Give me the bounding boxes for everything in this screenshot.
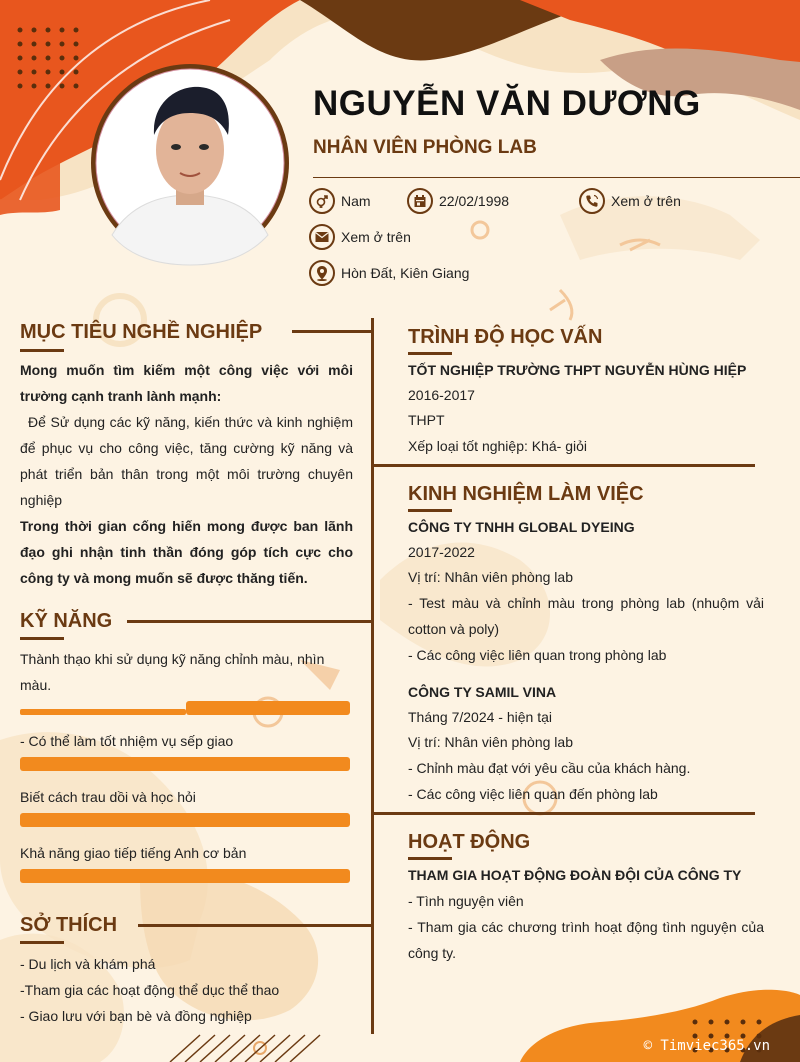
skill-item-1: Thành thạo khi sử dụng kỹ năng chỉnh màu, nhìn màu. bbox=[20, 651, 325, 693]
hobbies-heading: SỞ THÍCH bbox=[20, 914, 118, 936]
location-icon bbox=[309, 260, 335, 286]
job-1-duty-2: - Các công việc liên quan trong phòng lab bbox=[408, 647, 667, 663]
job-1-position: Vị trí: Nhân viên phòng lab bbox=[408, 569, 573, 585]
activity-item-1: - Tình nguyện viên bbox=[408, 893, 524, 909]
objective-paragraph-2: Để Sử dụng các kỹ năng, kiến thức và kinh nghiệm để phục vụ cho công việc, tăng cường kỹ năng và phát triển bản thân trong một môi trường chuyên nghiệp bbox=[20, 414, 353, 508]
calendar-icon bbox=[407, 188, 433, 214]
skill-bar-3 bbox=[20, 813, 350, 827]
education-heading-underline bbox=[408, 352, 452, 355]
gender-icon bbox=[309, 188, 335, 214]
skill-bar-2 bbox=[20, 757, 350, 771]
job-title: NHÂN VIÊN PHÒNG LAB bbox=[313, 137, 537, 158]
candidate-name: NGUYỄN VĂN DƯƠNG bbox=[313, 84, 701, 123]
contact-address bbox=[309, 260, 469, 286]
objective-body bbox=[20, 357, 353, 591]
education-grade: Xếp loại tốt nghiệp: Khá- giỏi bbox=[408, 438, 588, 454]
objective-heading-underline bbox=[20, 349, 64, 352]
skill-bar-1-track bbox=[20, 709, 186, 715]
job-2-period: Tháng 7/2024 - hiện tại bbox=[408, 709, 552, 725]
skill-item-2: - Có thể làm tốt nhiệm vụ sếp giao bbox=[20, 733, 234, 749]
skill-item-4: Khả năng giao tiếp tiếng Anh cơ bản bbox=[20, 845, 247, 861]
phone-value: Xem ở trên bbox=[611, 193, 681, 209]
hobbies-heading-underline bbox=[20, 941, 64, 944]
skills-heading-rule bbox=[127, 620, 372, 623]
activity-item-2: - Tham gia các chương trình hoạt động tình nguyện của công ty. bbox=[408, 919, 764, 961]
skill-bar-1 bbox=[186, 701, 350, 715]
objective-paragraph-1: Mong muốn tìm kiếm một công việc với môi trường cạnh tranh lành mạnh: bbox=[20, 362, 353, 404]
email-value: Xem ở trên bbox=[341, 229, 411, 245]
objective-heading: MỤC TIÊU NGHỀ NGHIỆP bbox=[20, 321, 263, 343]
job-1-duty-1: - Test màu và chỉnh màu trong phòng lab (nhuộm vải cotton và poly) bbox=[408, 595, 764, 637]
education-heading: TRÌNH ĐỘ HỌC VẤN bbox=[408, 326, 603, 348]
address-value: Hòn Đất, Kiên Giang bbox=[341, 265, 470, 281]
email-icon bbox=[309, 224, 335, 250]
activities-heading-underline bbox=[408, 857, 452, 860]
education-level: THPT bbox=[408, 412, 445, 428]
job-2-company: CÔNG TY SAMIL VINA bbox=[408, 684, 557, 700]
skills-heading: KỸ NĂNG bbox=[20, 610, 113, 632]
job-2-position: Vị trí: Nhân viên phòng lab bbox=[408, 734, 573, 750]
job-2-duty-2: - Các công việc liên quan đến phòng lab bbox=[408, 786, 658, 802]
phone-icon bbox=[579, 188, 605, 214]
skill-item-3: Biết cách trau dồi và học hỏi bbox=[20, 789, 196, 805]
job-1-period: 2017-2022 bbox=[408, 544, 475, 560]
experience-heading-underline bbox=[408, 509, 452, 512]
education-divider bbox=[372, 464, 755, 467]
experience-heading: KINH NGHIỆM LÀM VIỆC bbox=[408, 483, 644, 505]
contact-phone bbox=[579, 188, 681, 214]
skills-heading-underline bbox=[20, 637, 64, 640]
activity-title: THAM GIA HOẠT ĐỘNG ĐOÀN ĐỘI CỦA CÔNG TY bbox=[408, 867, 742, 883]
hobbies-heading-rule bbox=[138, 924, 372, 927]
objective-heading-rule bbox=[292, 330, 372, 333]
hobby-item-3: - Giao lưu với bạn bè và đồng nghiệp bbox=[20, 1008, 252, 1024]
dob-value: 22/02/1998 bbox=[439, 193, 510, 209]
contact-dob bbox=[407, 188, 509, 214]
avatar bbox=[40, 55, 300, 280]
hobby-item-1: - Du lịch và khám phá bbox=[20, 956, 156, 972]
job-2-duty-1: - Chỉnh màu đạt với yêu cầu của khách hàng. bbox=[408, 760, 691, 776]
watermark: © Timviec365.vn bbox=[643, 1038, 770, 1054]
objective-paragraph-3: Trong thời gian cống hiến mong được ban lãnh đạo ghi nhận tinh thần đóng góp tích cực cho công ty và mong muốn sẽ được thăng tiến. bbox=[20, 518, 353, 586]
job-1-company: CÔNG TY TNHH GLOBAL DYEING bbox=[408, 519, 635, 535]
contact-gender bbox=[309, 188, 371, 214]
activities-heading: HOẠT ĐỘNG bbox=[408, 831, 531, 853]
education-school: TỐT NGHIỆP TRƯỜNG THPT NGUYỄN HÙNG HIỆP bbox=[408, 362, 747, 378]
education-years: 2016-2017 bbox=[408, 387, 475, 403]
skill-bar-4 bbox=[20, 869, 350, 883]
experience-divider bbox=[372, 812, 755, 815]
header-divider bbox=[313, 177, 800, 178]
contact-email bbox=[309, 224, 411, 250]
gender-value: Nam bbox=[341, 193, 371, 209]
hobby-item-2: -Tham gia các hoạt động thể dục thể thao bbox=[20, 982, 280, 998]
